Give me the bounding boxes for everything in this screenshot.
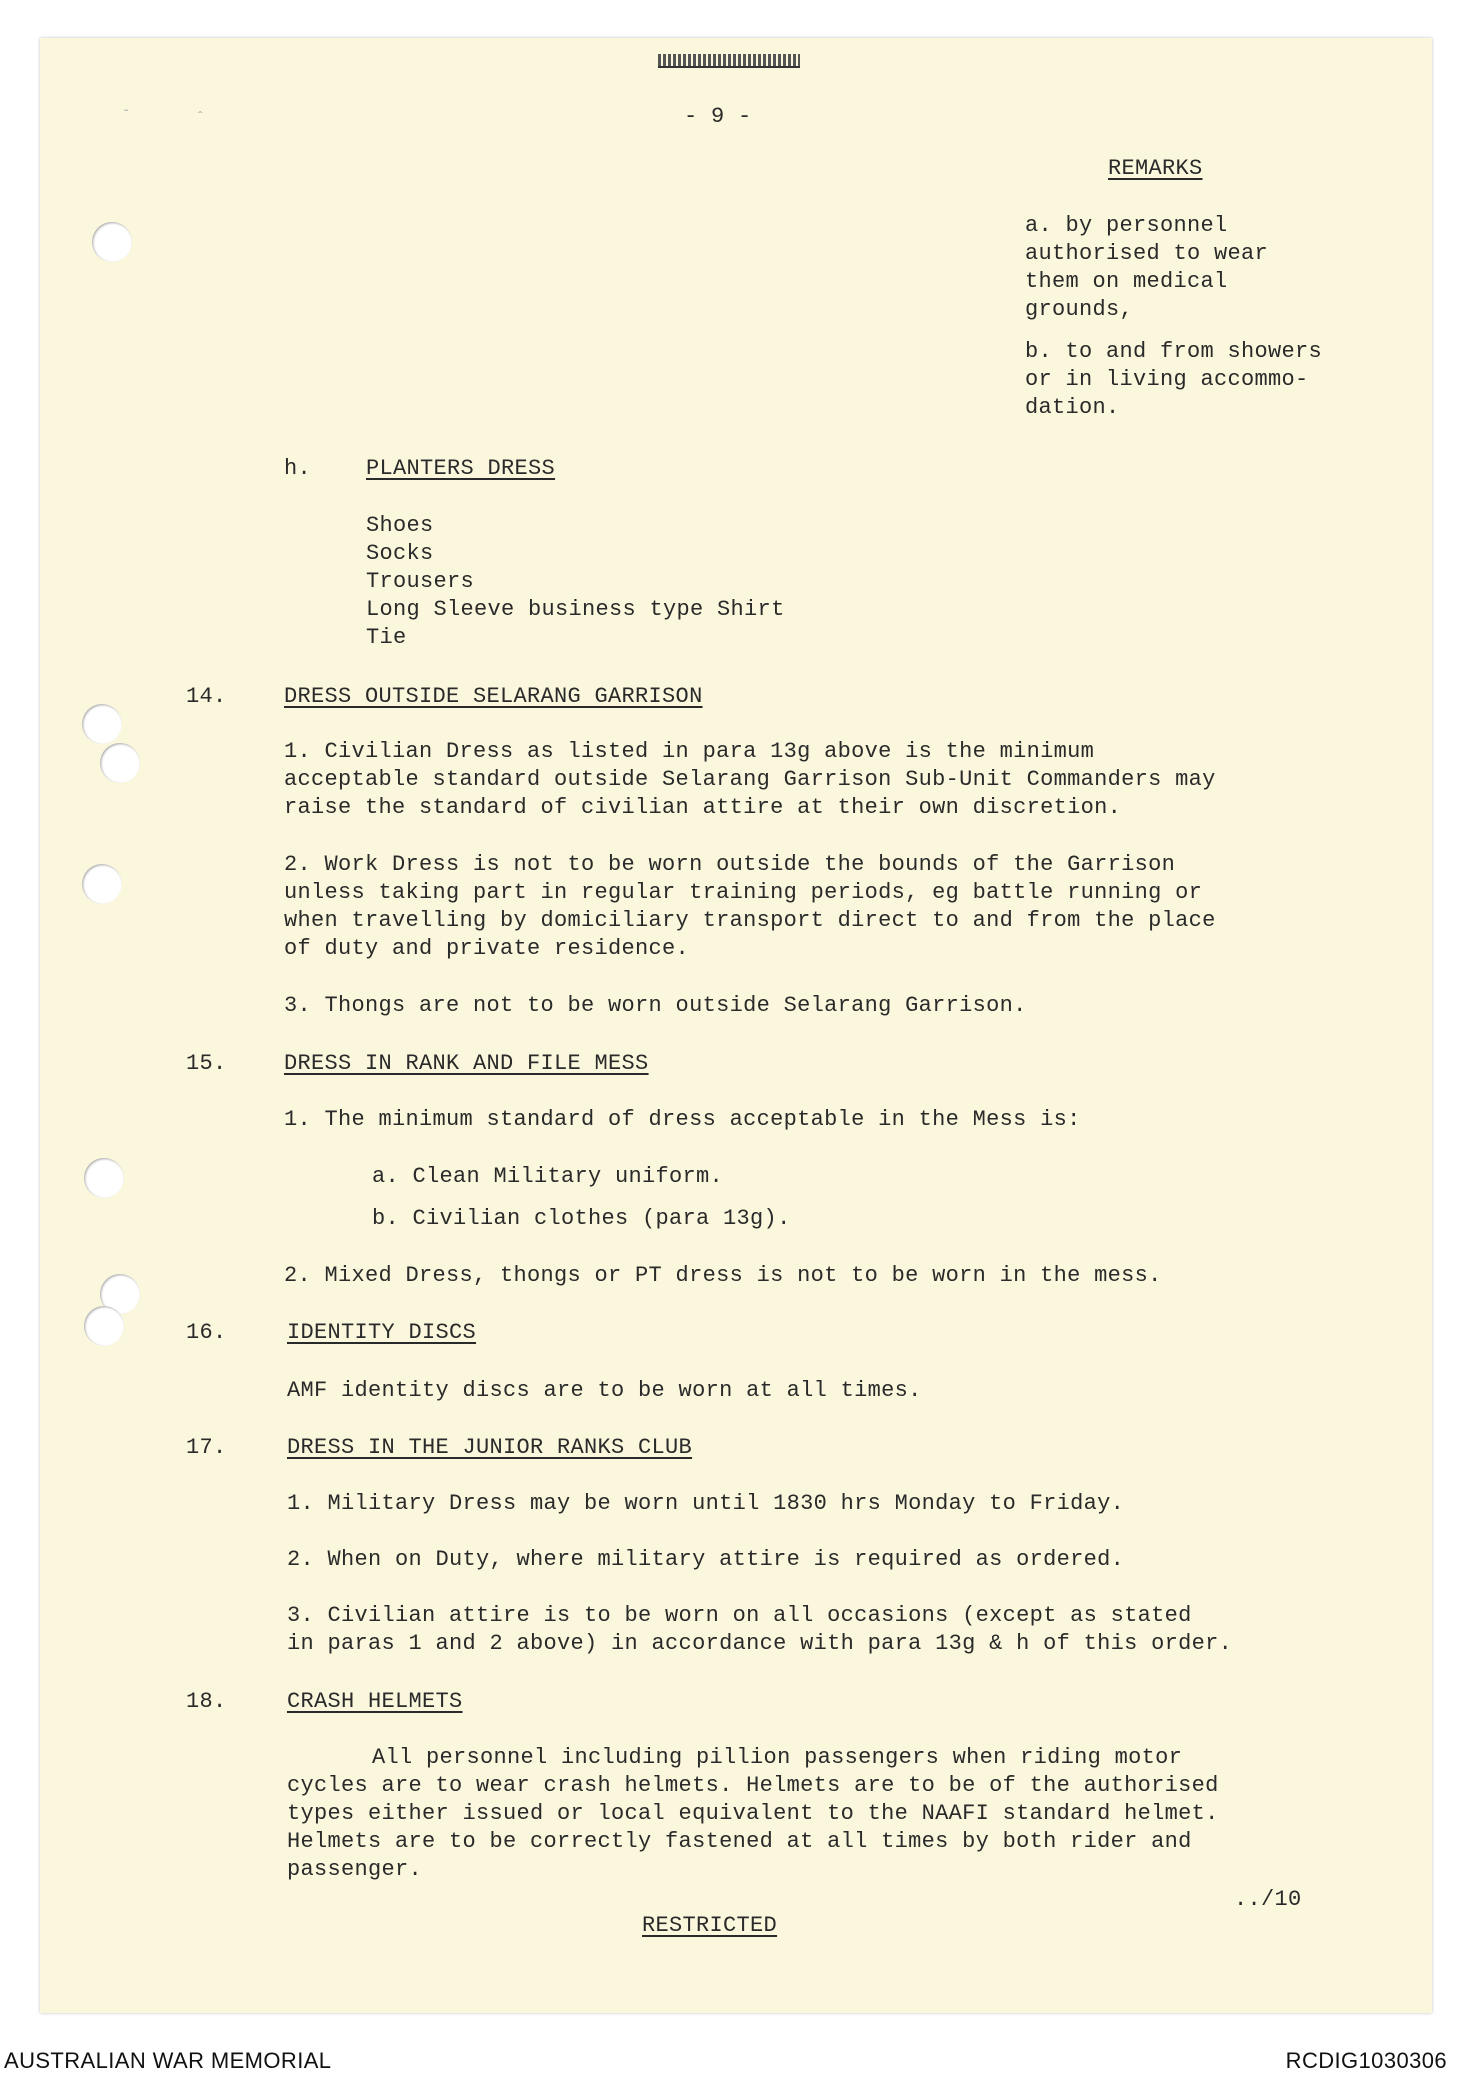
remarks-b-line: dation. <box>1025 395 1120 420</box>
para-18-number: 18. <box>186 1689 227 1714</box>
remarks-a-line: a. by personnel <box>1025 213 1228 238</box>
remarks-b-line: b. to and from showers <box>1025 339 1323 364</box>
punch-hole <box>100 743 140 783</box>
remarks-a-line: authorised to wear <box>1025 241 1269 266</box>
para-14-text: acceptable standard outside Selarang Garrison Sub-Unit Commanders may <box>284 767 1216 792</box>
continuation-marker: ../10 <box>1234 1887 1302 1912</box>
para-18-text: Helmets are to be correctly fastened at all times by both rider and <box>287 1829 1192 1854</box>
para-13h-letter: h. <box>284 456 312 481</box>
para-14-text: raise the standard of civilian attire at their own discretion. <box>284 795 1122 820</box>
para-17-text: in paras 1 and 2 above) in accordance with para 13g & h of this order. <box>287 1631 1233 1656</box>
para-17-number: 17. <box>186 1435 227 1460</box>
para-18-heading: CRASH HELMETS <box>287 1689 463 1714</box>
para-16-text: AMF identity discs are to be worn at all times. <box>287 1378 922 1403</box>
para-15-item: b. Civilian clothes (para 13g). <box>372 1206 791 1231</box>
remarks-a-line: grounds, <box>1025 297 1134 322</box>
classification-marking: RESTRICTED <box>642 1913 778 1938</box>
para-14-heading: DRESS OUTSIDE SELARANG GARRISON <box>284 684 703 709</box>
para-15-number: 15. <box>186 1051 227 1076</box>
remarks-a-line: them on medical <box>1025 269 1228 294</box>
punch-hole <box>84 1158 124 1198</box>
punch-hole <box>82 704 122 744</box>
footer-reference: RCDIG1030306 <box>1285 2048 1447 2073</box>
smudge-mark: ˆ <box>196 110 205 126</box>
para-17-heading: DRESS IN THE JUNIOR RANKS CLUB <box>287 1435 693 1460</box>
para-14-text: 1. Civilian Dress as listed in para 13g above is the minimum <box>284 739 1095 764</box>
para-16-number: 16. <box>186 1320 227 1345</box>
para-16-heading: IDENTITY DISCS <box>287 1320 477 1345</box>
para-18-text: passenger. <box>287 1857 423 1882</box>
para-14-text: 2. Work Dress is not to be worn outside the bounds of the Garrison <box>284 852 1176 877</box>
para-18-text: All personnel including pillion passengers when riding motor <box>372 1745 1183 1770</box>
remarks-heading: REMARKS <box>1108 156 1203 181</box>
list-item: Socks <box>366 541 434 566</box>
list-item: Tie <box>366 625 407 650</box>
punch-hole <box>84 1306 124 1346</box>
page-number: - 9 - <box>684 104 752 129</box>
footer-source: AUSTRALIAN WAR MEMORIAL <box>4 2048 332 2073</box>
punch-hole <box>92 222 132 262</box>
para-18-text: types either issued or local equivalent to the NAAFI standard helmet. <box>287 1801 1219 1826</box>
document-page <box>40 38 1432 2013</box>
list-item: Long Sleeve business type Shirt <box>366 597 785 622</box>
list-item: Trousers <box>366 569 475 594</box>
para-14-text: of duty and private residence. <box>284 936 690 961</box>
remarks-b-line: or in living accommo- <box>1025 367 1309 392</box>
punch-hole <box>82 864 122 904</box>
redacted-classification-mark <box>658 54 800 68</box>
para-17-text: 3. Civilian attire is to be worn on all occasions (except as stated <box>287 1603 1192 1628</box>
para-14-text: 3. Thongs are not to be worn outside Selarang Garrison. <box>284 993 1027 1018</box>
para-17-text: 2. When on Duty, where military attire is required as ordered. <box>287 1547 1125 1572</box>
para-15-item: a. Clean Military uniform. <box>372 1164 724 1189</box>
para-15-text: 2. Mixed Dress, thongs or PT dress is not to be worn in the mess. <box>284 1263 1162 1288</box>
smudge-mark: ˘ <box>122 108 131 124</box>
para-14-text: unless taking part in regular training periods, eg battle running or <box>284 880 1203 905</box>
para-13h-heading: PLANTERS DRESS <box>366 456 556 481</box>
para-15-heading: DRESS IN RANK AND FILE MESS <box>284 1051 649 1076</box>
para-15-text: 1. The minimum standard of dress acceptable in the Mess is: <box>284 1107 1081 1132</box>
para-18-text: cycles are to wear crash helmets. Helmets are to be of the authorised <box>287 1773 1219 1798</box>
list-item: Shoes <box>366 513 434 538</box>
para-14-number: 14. <box>186 684 227 709</box>
para-17-text: 1. Military Dress may be worn until 1830 hrs Monday to Friday. <box>287 1491 1125 1516</box>
para-14-text: when travelling by domiciliary transport direct to and from the place <box>284 908 1216 933</box>
